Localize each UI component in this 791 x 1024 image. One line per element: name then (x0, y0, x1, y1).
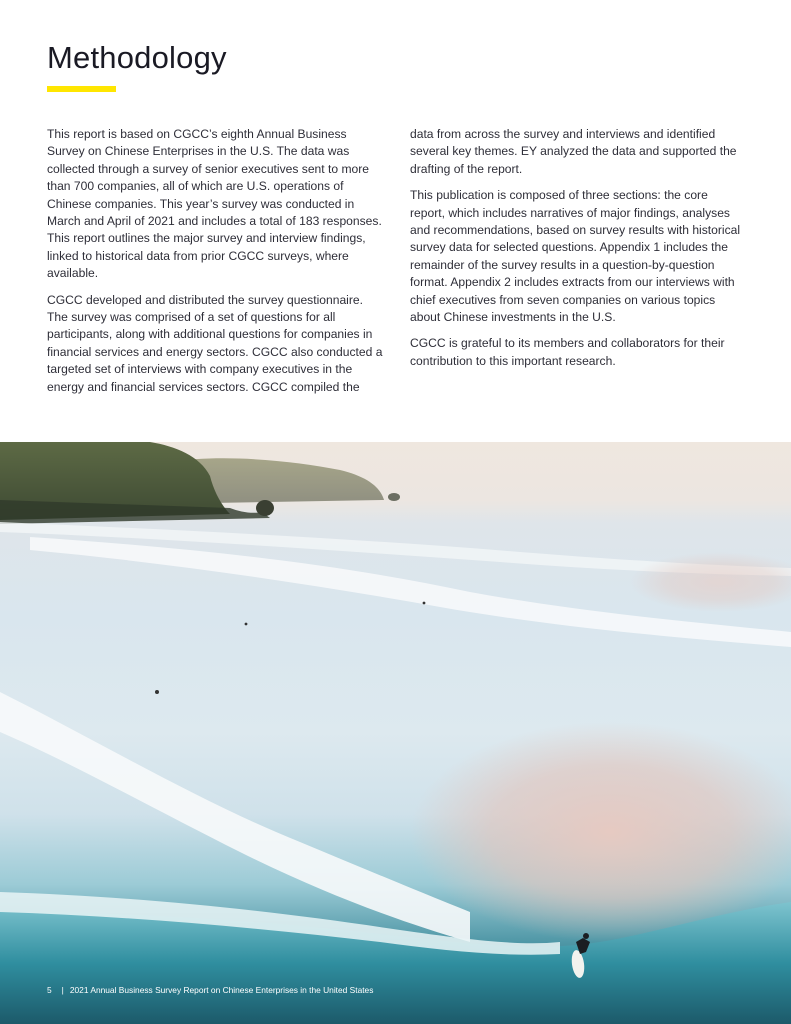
paragraph: CGCC is grateful to its members and collaborators for their contribution to this important research. (410, 336, 725, 368)
left-text-column (47, 126, 383, 405)
page-footer (47, 985, 373, 995)
paragraph: data from across the survey and interviews and identified several key themes. EY analyzed the data and supported the drafting of the report. (410, 127, 737, 176)
page-title: Methodology (47, 40, 227, 75)
title-accent-bar (47, 86, 116, 92)
paragraph: This report is based on CGCC’s eighth Annual Business Survey on Chinese Enterprises in the U.S. The data was collected through a survey of senior executives sent to more than 700 companies, all of which are U.S. operations of Chinese companies. This year’s survey was conducted in March and April of 2021 and includes a total of 183 responses. This report outlines the major survey and interview findings, linked to historical data from prior CGCC surveys, where available. (47, 127, 382, 281)
ocean-scene-illustration (0, 442, 791, 1024)
footer-report-title: 2021 Annual Business Survey Report on Chinese Enterprises in the United States (69, 985, 374, 995)
footer-separator: | (61, 985, 64, 995)
right-text-column (410, 126, 746, 379)
page-number: 5 (47, 985, 52, 995)
paragraph: This publication is composed of three sections: the core report, which includes narratives of major findings, analyses and recommendations, based on survey results with historical survey data for selected questions. Appendix 1 includes the remainder of the survey results in a question-by-question format. Appendix 2 includes extracts from our interviews with chief executives from seven companies on various topics about Chinese investments in the U.S. (410, 188, 741, 325)
ocean-surfer-photo (0, 442, 791, 1024)
paragraph: CGCC developed and distributed the survey questionnaire. The survey was comprised of a set of questions for all participants, along with additional questions for companies in financial services and energy sectors. CGCC also conducted a targeted set of interviews with company executives in the energy and financial services sectors. CGCC compiled the (47, 292, 383, 394)
